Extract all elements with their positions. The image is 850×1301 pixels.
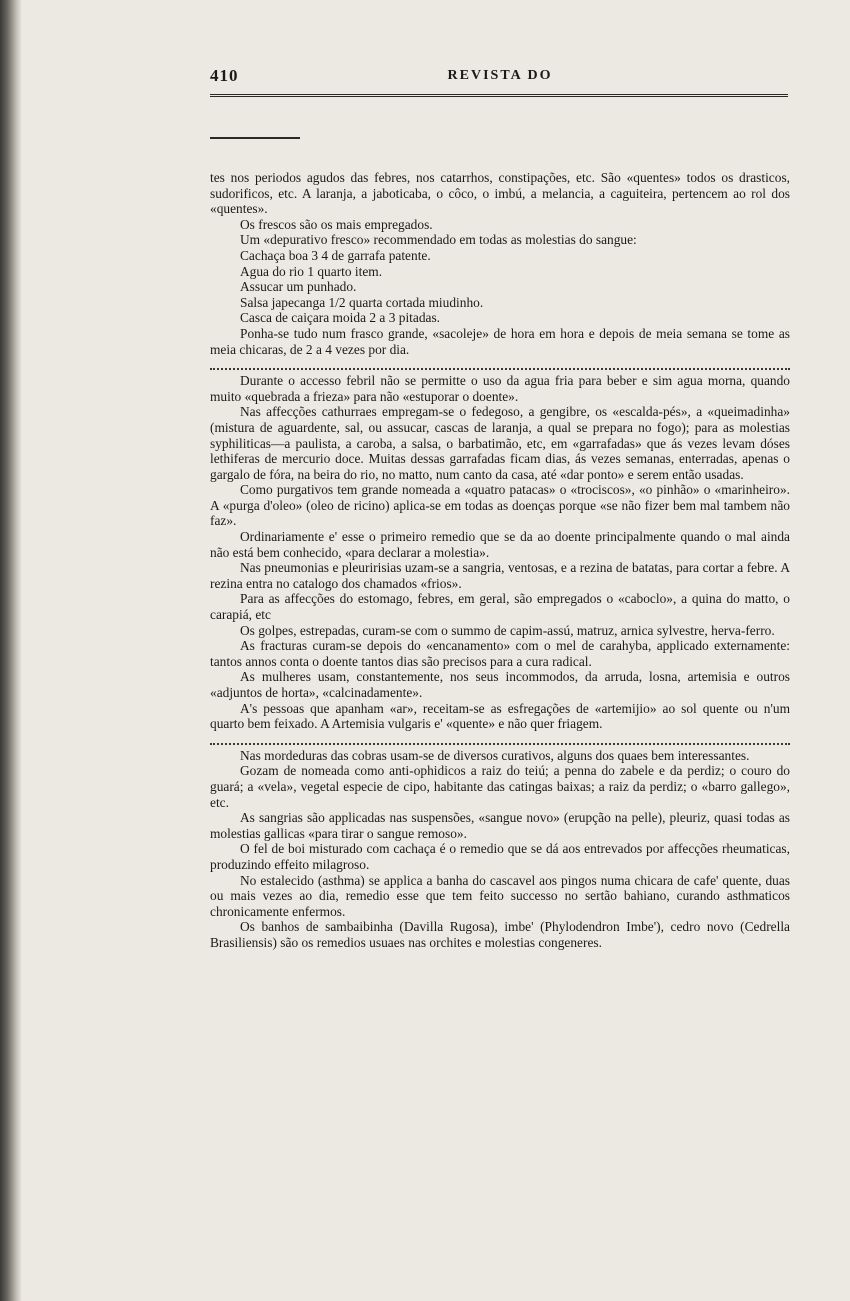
recipe-line: Assucar um punhado. [240,279,357,295]
paragraph: O fel de boi misturado com cachaça é o remedio que se dá aos entrevados por affecções rheumaticas, produzindo effeito milagroso. [210,841,790,872]
paragraph: Nas pneumonias e pleuririsias uzam-se a sangria, ventosas, e a rezina de batatas, para cortar a febre. A rezina entra no catalogo dos chamados «frios». [210,560,790,591]
page-header [210,66,790,88]
paragraph: Um «depurativo fresco» recommendado em todas as molestias do sangue: [240,232,637,248]
paragraph: As mulheres usam, constantemente, nos seus incommodos, da arruda, losna, artemisia e outros «adjuntos de horta», «calcinadamente». [210,669,790,700]
paragraph: Gozam de nomeada como anti-ophidicos a raiz do teiú; a penna do zabele e da perdiz; o couro do guará; a «vela», vegetal especie de cipo, habitante das catingas baixas; a raiz da perdiz; o «barro gallego», etc. [210,763,790,810]
running-title: REVISTA DO [447,68,553,83]
recipe-line: Agua do rio 1 quarto item. [240,263,383,279]
section-rule [210,137,300,139]
paragraph: A's pessoas que apanham «ar», receitam-se as esfregações de «artemijio» ao sol quente ou n'um quarto bem feixado. A Artemisia vulgaris e' «quente» e não quer friagem. [210,700,790,732]
recipe-list [210,248,790,326]
recipe-line: Salsa japecanga 1/2 quarta cortada miudinho. [240,294,484,310]
book-binding-edge [0,0,22,1301]
paragraph: Ordinariamente e' esse o primeiro remedio que se da ao doente principalmente quando o mal ainda não está bem conhecido, «para declarar a molestia». [210,529,790,560]
paragraph: Nas mordeduras das cobras usam-se de diversos curativos, alguns dos quaes bem interessantes. [240,747,750,763]
header-rule [210,94,788,97]
recipe-line: Casca de caiçara moida 2 a 3 pitadas. [240,310,441,326]
dotted-separator [210,360,790,370]
paragraph: Ponha-se tudo num frasco grande, «sacoleje» de hora em hora e depois de meia semana se tome as meia chicaras, de 2 a 4 vezes por dia. [210,325,790,357]
paragraph: Durante o accesso febril não se permitte o uso da agua fria para beber e sim agua morna, quando muito «quebrada a frieza» para não «estuporar o doente». [210,373,790,404]
paragraph: Para as affecções do estomago, febres, em geral, são empregados o «caboclo», a quina do matto, o carapiá, etc [210,591,790,623]
paragraph: tes nos periodos agudos das febres, nos catarrhos, constipações, etc. São «quentes» todos os drasticos, sudorificos, etc. A laranja, a jaboticaba, o côco, o imbú, a melancia, a caguiteira, pertencem ao rol dos «quentes». [210,170,790,217]
page-number: 410 [210,66,239,85]
paragraph: As fracturas curam-se depois do «encanamento» com o mel de carahyba, applicado externamente: tantos annos conta o doente tantos dias são precisos para a cura radical. [210,638,790,669]
paragraph: Os banhos de sambaibinha (Davilla Rugosa), imbe' (Phylodendron Imbe'), cedro novo (Cedrella Brasiliensis) são os remedios usuaes nas orchites e molestias congeneres. [210,919,790,950]
recipe-line: Cachaça boa 3 4 de garrafa patente. [240,247,431,263]
paragraph: Nas affecções cathurraes empregam-se o fedegoso, a gengibre, os «escalda-pés», a «queimadinha» (mistura de aguardente, sal, ou assucar, cascas de laranja, a qual se prepara no fogo); para as molestias syphiliticas—a paulista, a caroba, a salsa, o barbatimão, etc, em «garrafadas» que ás vezes levam dóses lethiferas de mercurio doce. Muitas dessas garrafadas ficam dias, ás vezes semanas, enterradas, apenas o gargalo de fóra, na beira do rio, no matto, num canto da casa, até «dar ponto» e serem então usadas. [210,404,790,482]
paragraph: Os golpes, estrepadas, curam-se com o summo de capim-assú, matruz, arnica sylvestre, herva-ferro. [240,622,775,638]
paragraph: As sangrias são applicadas nas suspensões, «sangue novo» (erupção na pelle), pleuriz, quasi todas as molestias gallicas «para tirar o sangue remoso». [210,810,790,841]
dotted-separator [210,735,790,745]
paragraph: Os frescos são os mais empregados. [240,216,433,232]
paragraph: No estalecido (asthma) se applica a banha do cascavel aos pingos numa chicara de cafe' quente, duas ou mais vezes ao dia, remedio esse que tem feito successo no sertão bahiano, curando asthmaticos chronicamente enfermos. [210,872,790,919]
paragraph: Como purgativos tem grande nomeada a «quatro patacas» o «trociscos», «o pinhão» o «marinheiro». A «purga d'oleo» (oleo de ricino) aplica-se em todas as doenças porque «se não fizer bem mal tambem não faz». [210,482,790,529]
page-body [210,170,790,951]
